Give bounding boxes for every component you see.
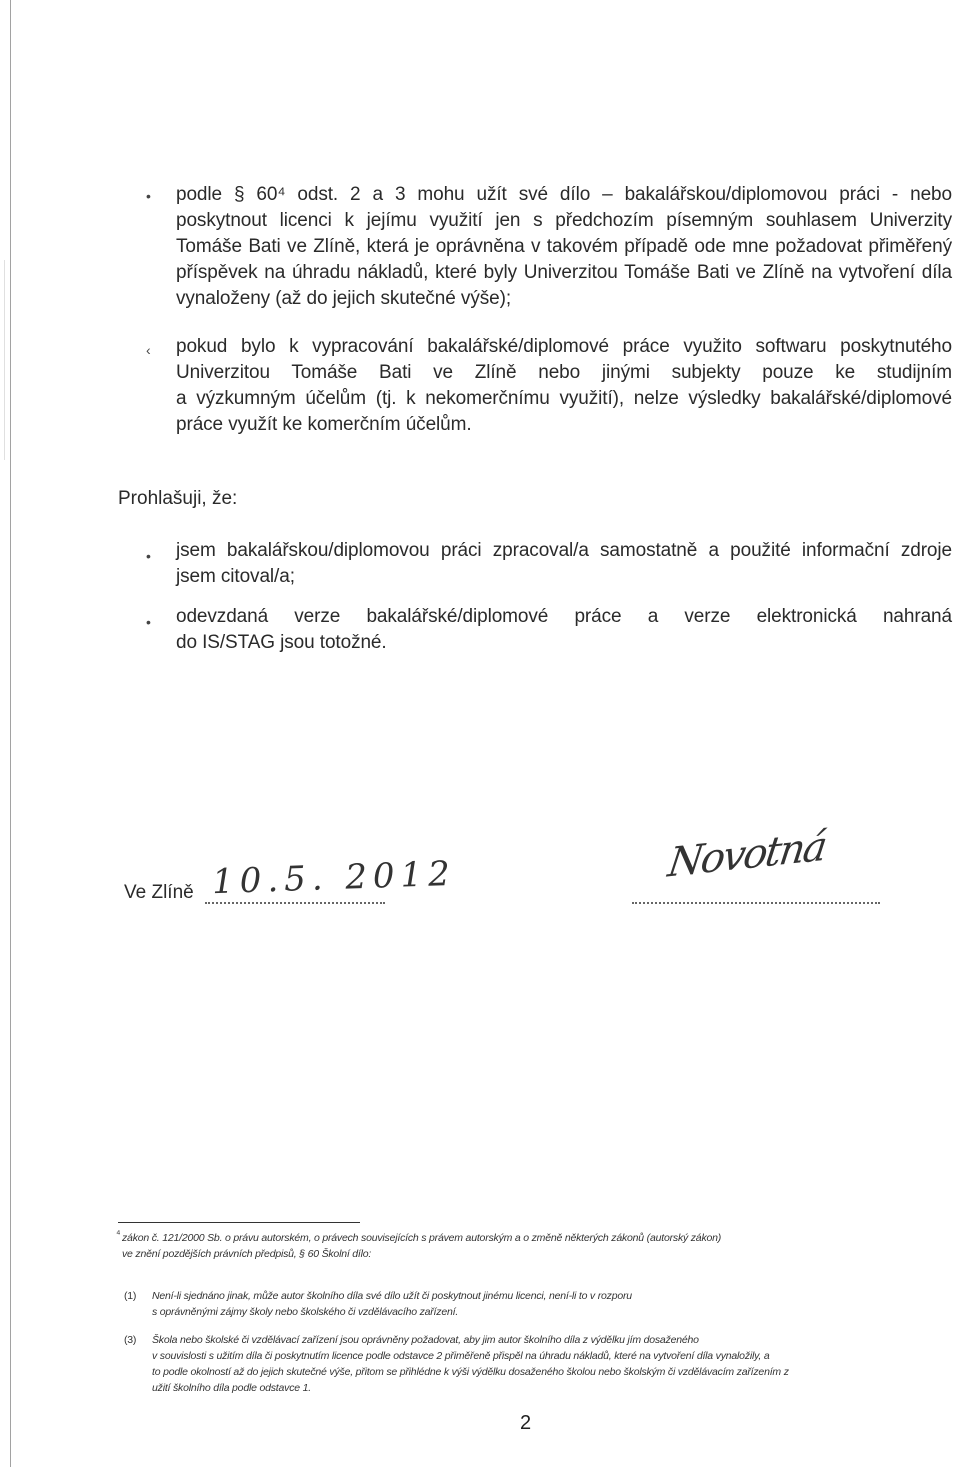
footnote-mark: (3) <box>124 1334 137 1346</box>
bullet: • <box>146 614 151 630</box>
handwritten-signature: Novotná <box>665 823 829 887</box>
footnote-line: zákon č. 121/2000 Sb. o právu autorském, o právech souvisejících s právem autorským a o změně některých zákonů (autorský zákon) <box>122 1232 722 1244</box>
footnote-line: v souvislosti s užitím díla či poskytnutím licence podle odstavce 2 přiměřeně přispěl na úhradu nákladů, které na vytvoření díla vynaložily, a <box>152 1350 770 1362</box>
text-line: poskytnout licenci k jejímu využití jen s předchozím písemným souhlasem Univerzity <box>176 210 952 231</box>
text-line: vynaloženy (až do jejich skutečné výše); <box>176 288 511 309</box>
date-line <box>205 902 385 904</box>
text-line: jsem bakalářskou/diplomovou práci zpracoval/a samostatně a použité informační zdroje <box>176 540 952 561</box>
declaration-heading: Prohlašuji, že: <box>118 488 238 509</box>
text-line: podle § 60⁴ odst. 2 a 3 mohu užít své dílo – bakalářskou/diplomovou práci - nebo <box>176 184 952 205</box>
place-label: Ve Zlíně <box>124 882 194 903</box>
text-line: do IS/STAG jsou totožné. <box>176 632 387 653</box>
text-line: Tomáše Bati ve Zlíně, která je oprávněna v takovém případě ode mne požadovat přiměřený <box>176 236 952 257</box>
paragraph-software <box>176 334 952 438</box>
footnote-line: s oprávněnými zájmy školy nebo školského či vzdělávacího zařízení. <box>152 1306 459 1318</box>
text-line: odevzdaná verze bakalářské/diplomové práce a verze elektronická nahraná <box>176 606 952 627</box>
footnote-line: Škola nebo školské či vzdělávací zařízení jsou oprávněny požadovat, aby jim autor školního díla z výdělku jím dosaženého <box>152 1334 699 1346</box>
text-line: pokud bylo k vypracování bakalářské/diplomové práce využito softwaru poskytnutého <box>176 336 952 357</box>
footnote-paragraph-1 <box>124 1288 952 1320</box>
footnote-paragraph-3 <box>124 1332 952 1396</box>
footnote-law <box>116 1228 954 1262</box>
footnote-line: ve znění pozdějších právních předpisů, § 60 Školní dílo: <box>122 1248 372 1260</box>
bullet: ‹ <box>146 342 151 358</box>
signature-line <box>632 902 880 904</box>
footnote-line: to podle okolností až do jejich skutečné výše, přitom se přihlédne k výši výdělku dosaženého školou nebo školským či vzdělávacím zařízením z <box>152 1366 789 1378</box>
text-line: Univerzitou Tomáše Bati ve Zlíně nebo jinými subjekty pouze ke studijním <box>176 362 952 383</box>
paragraph-identical-versions <box>176 604 952 656</box>
text-line: práce využít ke komerčním účelům. <box>176 414 472 435</box>
paragraph-independent-work <box>176 538 952 590</box>
scan-edge-line <box>4 260 5 460</box>
page-number: 2 <box>520 1412 532 1434</box>
handwritten-date: 10.5. 2012 <box>211 853 457 903</box>
text-line: příspěvek na úhradu nákladů, které byly Univerzitou Tomáše Bati ve Zlíně na vytvoření díla <box>176 262 952 283</box>
footnote-line: užití školního díla podle odstavce 1. <box>152 1382 311 1394</box>
text-line: a výzkumným účelům (tj. k nekomerčnímu využití), nelze výsledky bakalářské/diplomové <box>176 388 952 409</box>
scan-edge-line <box>10 0 11 1467</box>
bullet: • <box>146 548 151 564</box>
footnote-mark: ⁴ <box>116 1228 121 1240</box>
bullet: • <box>146 188 151 204</box>
footnote-line: Není-li sjednáno jinak, může autor školního díla své dílo užít či poskytnout jinému licenci, není-li to v rozporu <box>152 1290 632 1302</box>
footnote-mark: (1) <box>124 1290 137 1302</box>
paragraph-license <box>176 182 952 312</box>
footnote-rule <box>118 1222 360 1223</box>
text-line: jsem citoval/a; <box>176 566 295 587</box>
